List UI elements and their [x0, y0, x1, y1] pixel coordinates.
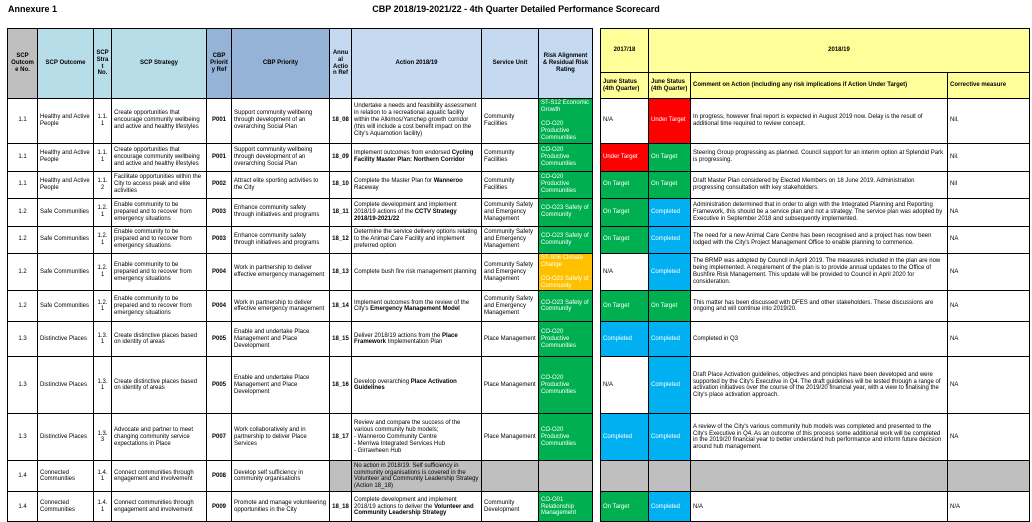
cell-scp-strategy: Create distinctive places based on identity of areas [112, 357, 207, 414]
table-row [8, 226, 1030, 253]
title-bar [0, 0, 1032, 19]
scorecard-table [7, 28, 1030, 522]
cell-cbp-priority: Support community wellbeing through development of an overarching Social Plan [232, 99, 330, 144]
cell-risk-rating [539, 461, 593, 492]
cell-corrective-measure [948, 461, 1030, 492]
cell-scp-outcome: Healthy and Active People [38, 143, 94, 171]
cell-cbp-priority: Enable and undertake Place Management and Place Development [232, 322, 330, 357]
cell-corrective-measure: N/A [948, 492, 1030, 522]
cell-service-unit: Community Development [482, 492, 539, 522]
table-row [8, 461, 1030, 492]
cell-scp-strat-no: 1.2.1 [94, 198, 112, 226]
col-header-june-status-curr: June Status (4th Quarter) [649, 73, 691, 99]
cell-comment [691, 461, 948, 492]
cell-scp-outcome: Connected Communities [38, 461, 94, 492]
col-header-scp-strategy: SCP Strategy [112, 29, 207, 99]
cell-status-2018-19: Completed [649, 322, 691, 357]
cell-scp-strat-no: 1.4.1 [94, 492, 112, 522]
cell-cbp-priority-ref: P007 [207, 414, 232, 461]
cell-cbp-priority-ref: P009 [207, 492, 232, 522]
cell-comment: Administration determined that in order to align with the Integrated Planning and Reporting Framework, this should be a service plan and not a strategy. The service plan was adopted by Executive in September 2018 and subsequently implemented. [691, 198, 948, 226]
table-gap [593, 357, 601, 414]
cell-corrective-measure: NA [948, 291, 1030, 322]
col-header-action-2018-19: Action 2018/19 [352, 29, 482, 99]
cell-status-2017-18: N/A [601, 357, 649, 414]
col-header-service-unit: Service Unit [482, 29, 539, 99]
cell-service-unit: Community Facilities [482, 99, 539, 144]
cell-status-2017-18 [601, 461, 649, 492]
table-row [8, 414, 1030, 461]
cell-comment: Steering Group progressing as planned. Council support for an interim option at Splendid Park is progressing. [691, 143, 948, 171]
cell-service-unit: Community Safety and Emergency Management [482, 198, 539, 226]
cell-scp-strategy: Facilitate opportunities within the City to access peak and elite activities [112, 171, 207, 198]
cell-scp-outcome: Safe Communities [38, 226, 94, 253]
cell-status-2017-18: On Target [601, 226, 649, 253]
cell-scp-strat-no: 1.3.1 [94, 322, 112, 357]
cell-cbp-priority-ref: P001 [207, 99, 232, 144]
cell-scp-outcome-no: 1.4 [8, 461, 38, 492]
cell-cbp-priority-ref: P002 [207, 171, 232, 198]
cell-cbp-priority-ref: P001 [207, 143, 232, 171]
cell-cbp-priority-ref: P004 [207, 253, 232, 291]
cell-risk-rating: CO-O20 Productive Communities [539, 171, 593, 198]
cell-scp-outcome-no: 1.3 [8, 322, 38, 357]
cell-comment: The need for a new Animal Care Centre has been recognised and a project has now been lodged with the City's Project Management Office to enable planning to commence. [691, 226, 948, 253]
cell-action: Complete bush fire risk management planning [352, 253, 482, 291]
table-gap [593, 492, 601, 522]
cell-action: Undertake a needs and feasibility assessment in relation to a recreational aquatic facility within the Alkimos/Yanchep growth corridor (this will include a cost benefit impact on the City's Aquamotion facility) [352, 99, 482, 144]
col-header-annual-action-ref: Annual Action Ref [330, 29, 352, 99]
cell-status-2018-19: On Target [649, 291, 691, 322]
cell-scp-strat-no: 1.2.1 [94, 226, 112, 253]
cell-service-unit: Community Facilities [482, 143, 539, 171]
col-header-scp-outcome-no: SCP Outcome No. [8, 29, 38, 99]
cell-scp-strategy: Create distinctive places based on identity of areas [112, 322, 207, 357]
cell-annual-action-ref: 18_16 [330, 357, 352, 414]
col-header-comment: Comment on Action (including any risk implications if Action Under Target) [691, 73, 948, 99]
cell-corrective-measure: NA [948, 253, 1030, 291]
cell-cbp-priority: Enhance community safety through initiatives and programs [232, 198, 330, 226]
cell-scp-outcome: Healthy and Active People [38, 171, 94, 198]
cell-corrective-measure: Nil. [948, 143, 1030, 171]
cell-cbp-priority: Enhance community safety through initiatives and programs [232, 226, 330, 253]
cell-risk-rating: CO-O01 Relationship Management [539, 492, 593, 522]
cell-scp-outcome: Healthy and Active People [38, 99, 94, 144]
cell-comment: A review of the City's various community hub models was completed and presented to the City's Executive in Q4. As an outcome of this process some additional work will be completed in the 2019/20 financial year to better understand hub performance and inform future decision around hub management. [691, 414, 948, 461]
cell-cbp-priority: Work collaboratively and in partnership to deliver Place Services [232, 414, 330, 461]
cell-status-2018-19: Completed [649, 226, 691, 253]
cell-risk-rating: CO-O23 Safety of Community [539, 291, 593, 322]
cell-service-unit: Place Management [482, 322, 539, 357]
cell-action: No action in 2018/19. Self sufficiency in community organisations is covered in the Volunteer and Community Leadership Strategy (Action 18_18) [352, 461, 482, 492]
page-title: CBP 2018/19-2021/22 - 4th Quarter Detailed Performance Scorecard [372, 4, 660, 14]
cell-status-2017-18: N/A [601, 99, 649, 144]
cell-action: Complete development and implement 2018/19 actions to deliver the Volunteer and Community Leadership Strategy [352, 492, 482, 522]
cell-status-2017-18: On Target [601, 291, 649, 322]
cell-action: Implement outcomes from endorsed Cycling Facility Master Plan: Northern Corridor [352, 143, 482, 171]
cell-annual-action-ref: 18_17 [330, 414, 352, 461]
cell-scp-outcome-no: 1.1 [8, 143, 38, 171]
cell-cbp-priority: Develop self sufficiency in community organisations [232, 461, 330, 492]
cell-comment: This matter has been discussed with DFES and other stakeholders. These discussions are ongoing and will continue into 2019/20. [691, 291, 948, 322]
cell-service-unit: Community Safety and Emergency Management [482, 226, 539, 253]
cell-scp-outcome: Safe Communities [38, 198, 94, 226]
cell-cbp-priority: Attract elite sporting activities to the City [232, 171, 330, 198]
cell-status-2017-18: Under Target [601, 143, 649, 171]
cell-scp-strategy: Advocate and partner to meet changing community service expectations in Place [112, 414, 207, 461]
cell-corrective-measure: Nil. [948, 99, 1030, 144]
cell-status-2018-19: Under Target [649, 99, 691, 144]
cell-cbp-priority: Promote and manage volunteering opportunities in the City [232, 492, 330, 522]
table-row [8, 171, 1030, 198]
table-row [8, 322, 1030, 357]
col-header-risk-alignment: Risk Alignment & Residual Risk Rating [539, 29, 593, 99]
cell-scp-strat-no: 1.1.2 [94, 171, 112, 198]
col-header-june-status-prev: June Status (4th Quarter) [601, 73, 649, 99]
table-row [8, 291, 1030, 322]
cell-risk-rating: CO-O20 Productive Communities [539, 143, 593, 171]
table-gap [593, 291, 601, 322]
cell-comment: Completed in Q3 [691, 322, 948, 357]
cell-cbp-priority: Enable and undertake Place Management and Place Development [232, 357, 330, 414]
cell-corrective-measure: NA [948, 226, 1030, 253]
cell-status-2018-19: On Target [649, 171, 691, 198]
cell-scp-strategy: Enable community to be prepared and to recover from emergency situations [112, 198, 207, 226]
cell-corrective-measure: NA [948, 322, 1030, 357]
cell-annual-action-ref: 18_13 [330, 253, 352, 291]
table-gap [593, 322, 601, 357]
cell-scp-strat-no: 1.4.1 [94, 461, 112, 492]
cell-action: Complete the Master Plan for Wanneroo Raceway [352, 171, 482, 198]
cell-status-2017-18: On Target [601, 171, 649, 198]
cell-status-2018-19: Completed [649, 253, 691, 291]
table-gap [593, 461, 601, 492]
cell-scp-strat-no: 1.3.1 [94, 357, 112, 414]
cell-action: Review and compare the success of the various community hub models; - Wanneroo Community Centre - Merriwa Integrated Services Hub - Girrawheen Hub [352, 414, 482, 461]
cell-status-2017-18: Completed [601, 322, 649, 357]
cell-scp-outcome-no: 1.4 [8, 492, 38, 522]
cell-cbp-priority: Work in partnership to deliver effective emergency management [232, 291, 330, 322]
cell-action: Determine the service delivery options relating to the Animal Care Facility and implement preferred option [352, 226, 482, 253]
cell-scp-strategy: Connect communities through engagement and involvement [112, 461, 207, 492]
cell-comment: Draft Master Plan considered by Elected Members on 18 June 2019. Administration progressing consultation with key stakeholders. [691, 171, 948, 198]
table-row [8, 492, 1030, 522]
cell-scp-strat-no: 1.1.1 [94, 99, 112, 144]
cell-cbp-priority-ref: P003 [207, 198, 232, 226]
cell-scp-outcome-no: 1.2 [8, 291, 38, 322]
cell-cbp-priority: Support community wellbeing through development of an overarching Social Plan [232, 143, 330, 171]
cell-scp-outcome-no: 1.3 [8, 357, 38, 414]
cell-status-2018-19: Completed [649, 198, 691, 226]
table-row [8, 143, 1030, 171]
cell-scp-outcome: Distinctive Places [38, 414, 94, 461]
annexure-label: Annexure 1 [8, 4, 58, 14]
cell-status-2017-18: Completed [601, 414, 649, 461]
cell-scp-strategy: Connect communities through engagement and involvement [112, 492, 207, 522]
cell-risk-rating: CO-O20 Productive Communities [539, 357, 593, 414]
col-header-corrective: Corrective measure [948, 73, 1030, 99]
table-gap [593, 253, 601, 291]
table-gap [593, 29, 601, 99]
table-gap [593, 99, 601, 144]
cell-status-2018-19 [649, 461, 691, 492]
cell-service-unit: Place Management [482, 414, 539, 461]
cell-risk-rating: CO-O20 Productive Communities [539, 322, 593, 357]
cell-scp-strategy: Create opportunities that encourage community wellbeing and active and healthy lifestyles [112, 143, 207, 171]
cell-annual-action-ref: 18_10 [330, 171, 352, 198]
cell-scp-outcome-no: 1.1 [8, 99, 38, 144]
cell-scp-outcome-no: 1.3 [8, 414, 38, 461]
cell-status-2017-18: On Target [601, 198, 649, 226]
table-row [8, 357, 1030, 414]
cell-scp-outcome-no: 1.1 [8, 171, 38, 198]
table-row [8, 198, 1030, 226]
cell-risk-rating: CO-O23 Safety of Community [539, 226, 593, 253]
cell-scp-outcome: Distinctive Places [38, 322, 94, 357]
cell-corrective-measure: NA [948, 414, 1030, 461]
cell-annual-action-ref: 18_11 [330, 198, 352, 226]
cell-cbp-priority-ref: P008 [207, 461, 232, 492]
cell-risk-rating: ST-S06 Climate Change CO-O23 Safety of Community [539, 253, 593, 291]
cell-cbp-priority-ref: P004 [207, 291, 232, 322]
cell-scp-strategy: Enable community to be prepared and to recover from emergency situations [112, 226, 207, 253]
cell-service-unit: Community Safety and Emergency Management [482, 291, 539, 322]
cell-service-unit: Community Safety and Emergency Management [482, 253, 539, 291]
cell-scp-strat-no: 1.2.1 [94, 253, 112, 291]
cell-action: Complete development and implement 2018/19 actions of the CCTV Strategy 2018/19-2021/22 [352, 198, 482, 226]
cell-annual-action-ref: 18_08 [330, 99, 352, 144]
table-gap [593, 143, 601, 171]
cell-annual-action-ref [330, 461, 352, 492]
cell-status-2017-18: On Target [601, 492, 649, 522]
table-gap [593, 226, 601, 253]
cell-scp-outcome: Safe Communities [38, 291, 94, 322]
table-gap [593, 414, 601, 461]
cell-comment: The BRMP was adopted by Council in April 2019. The measures included in the plan are now being implemented. A requirement of the plan is to provide annual updates to the Office of Bushfire Risk Management. This update will be provided to Council in April 2020 for consideration. [691, 253, 948, 291]
header-row-years [8, 29, 1030, 73]
cell-cbp-priority: Work in partnership to deliver effective emergency management [232, 253, 330, 291]
col-header-scp-strat-no: SCP Strat No. [94, 29, 112, 99]
cell-scp-strat-no: 1.2.1 [94, 291, 112, 322]
cell-scp-outcome: Connected Communities [38, 492, 94, 522]
col-header-cbp-priority-ref: CBP Priority Ref [207, 29, 232, 99]
cell-cbp-priority-ref: P005 [207, 357, 232, 414]
cell-scp-strategy: Enable community to be prepared and to recover from emergency situations [112, 253, 207, 291]
col-header-cbp-priority: CBP Priority [232, 29, 330, 99]
cell-scp-strat-no: 1.3.3 [94, 414, 112, 461]
cell-status-2017-18: N/A [601, 253, 649, 291]
cell-corrective-measure: Nil [948, 171, 1030, 198]
cell-scp-outcome-no: 1.2 [8, 198, 38, 226]
cell-annual-action-ref: 18_18 [330, 492, 352, 522]
cell-annual-action-ref: 18_09 [330, 143, 352, 171]
table-gap [593, 171, 601, 198]
col-header-year-2017-18: 2017/18 [601, 29, 649, 73]
cell-corrective-measure: NA [948, 198, 1030, 226]
table-row [8, 253, 1030, 291]
cell-risk-rating: ST-S12 Economic Growth CO-O20 Productive Communities [539, 99, 593, 144]
cell-status-2018-19: Completed [649, 414, 691, 461]
cell-status-2018-19: Completed [649, 492, 691, 522]
cell-comment: N/A [691, 492, 948, 522]
cell-cbp-priority-ref: P005 [207, 322, 232, 357]
cell-annual-action-ref: 18_14 [330, 291, 352, 322]
cell-status-2018-19: Completed [649, 357, 691, 414]
cell-annual-action-ref: 18_15 [330, 322, 352, 357]
table-row [8, 99, 1030, 144]
cell-scp-strat-no: 1.1.1 [94, 143, 112, 171]
cell-corrective-measure: NA [948, 357, 1030, 414]
cell-cbp-priority-ref: P003 [207, 226, 232, 253]
cell-scp-outcome-no: 1.2 [8, 226, 38, 253]
cell-scp-strategy: Create opportunities that encourage community wellbeing and active and healthy lifestyles [112, 99, 207, 144]
table-gap [593, 198, 601, 226]
cell-scp-outcome: Distinctive Places [38, 357, 94, 414]
cell-action: Develop overarching Place Activation Guidelines [352, 357, 482, 414]
col-header-scp-outcome: SCP Outcome [38, 29, 94, 99]
cell-action: Implement outcomes from the review of the City's Emergency Management Model [352, 291, 482, 322]
cell-status-2018-19: On Target [649, 143, 691, 171]
cell-risk-rating: CO-O23 Safety of Community [539, 198, 593, 226]
cell-comment: Draft Place Activation guidelines, objectives and principles have been developed and were supported by the City's Executive in Q4. The draft guidelines will be tested through a range of activation initiatives over the course of the 2019/20 financial year, with a view to finalising the City's place activation approach. [691, 357, 948, 414]
cell-comment: In progress, however final report is expected in August 2019 now. Delay is the result of additional time required to review concept. [691, 99, 948, 144]
cell-service-unit [482, 461, 539, 492]
cell-action: Deliver 2018/19 actions from the Place Framework Implementation Plan [352, 322, 482, 357]
cell-scp-strategy: Enable community to be prepared and to recover from emergency situations [112, 291, 207, 322]
cell-service-unit: Place Management [482, 357, 539, 414]
cell-risk-rating: CO-O20 Productive Communities [539, 414, 593, 461]
col-header-year-2018-19: 2018/19 [649, 29, 1030, 73]
cell-scp-outcome-no: 1.2 [8, 253, 38, 291]
cell-scp-outcome: Safe Communities [38, 253, 94, 291]
cell-annual-action-ref: 18_12 [330, 226, 352, 253]
cell-service-unit: Community Facilities [482, 171, 539, 198]
